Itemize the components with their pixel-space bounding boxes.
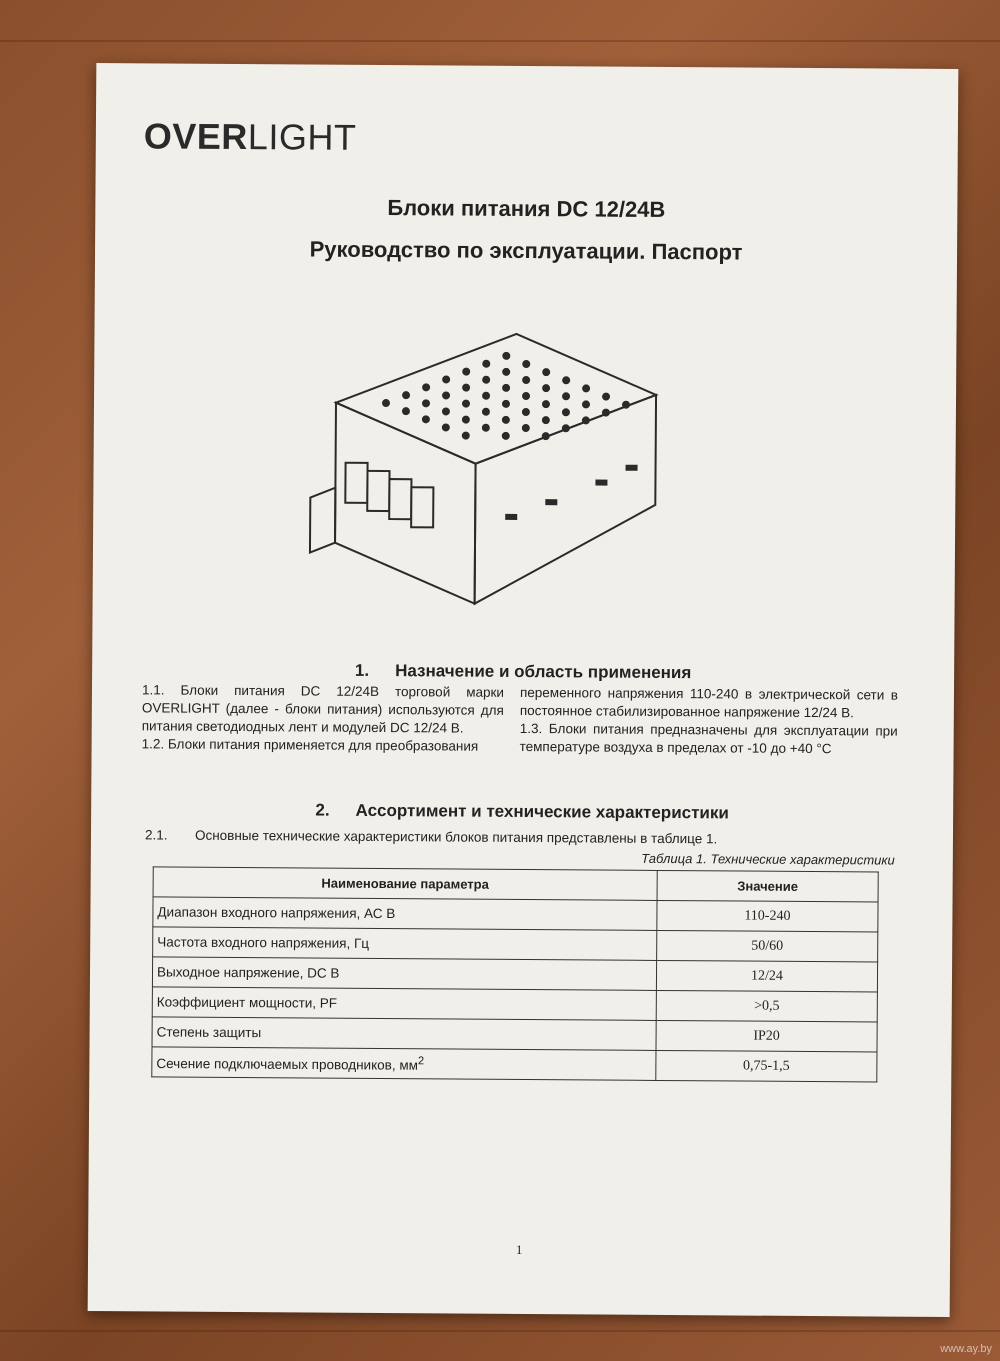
table-row: Сечение подключаемых проводников, $мм^2$ 0,75-1,5 [152, 1047, 877, 1082]
section-1-heading: 1. Назначение и область применения [354, 660, 692, 683]
paragraph-1-1: 1.1. Блоки питания DC 12/24В торговой марки OVERLIGHT (далее - блоки питания) используются для питания светодиодных лент и модулей DC 12/24 В. [141, 682, 505, 736]
table-row: Диапазон входного напряжения, АС В 110-240 [153, 897, 878, 932]
header-value: Значение [657, 870, 878, 902]
power-supply-illustration [304, 312, 676, 625]
section-1-left-column [142, 681, 504, 756]
paragraph-2-1: 2.1. Основные технические характеристики блоков питания представлены в таблице 1. [144, 827, 718, 847]
document-sheet [88, 63, 959, 1317]
document-title: Блоки питания DC 12/24В [387, 195, 666, 222]
section-2-heading: 2. Ассортимент и технические характеристики [315, 800, 729, 823]
paragraph-1-3: 1.3. Блоки питания предназначены для эксплуатации при температуре воздуха в пределах от -10 до +40 °С [519, 720, 898, 757]
paragraph-1-2-cont: переменного напряжения 110-240 в электрической сети в постоянное стабилизированное напряжение 12/24 В. [519, 684, 899, 721]
watermark: www.ay.by [940, 1343, 992, 1355]
table-row: Выходное напряжение, DC В 12/24 [152, 957, 877, 992]
spec-table [151, 866, 878, 1082]
paragraph-1-2: 1.2. Блоки питания применяется для преобразования [141, 736, 479, 754]
page-number: 1 [515, 1241, 523, 1258]
section-1-right-column [520, 684, 898, 759]
brand-logo: OVERLIGHT [143, 115, 357, 158]
table-row: Степень защиты IP20 [152, 1017, 877, 1052]
table-row: Частота входного напряжения, Гц 50/60 [153, 927, 878, 962]
header-parameter: Наименование параметра [153, 867, 657, 901]
table-caption: Таблица 1. Технические характеристики [641, 850, 895, 868]
document-subtitle: Руководство по эксплуатации. Паспорт [309, 236, 743, 265]
table-row: Коэффициент мощности, PF >0,5 [152, 987, 877, 1022]
